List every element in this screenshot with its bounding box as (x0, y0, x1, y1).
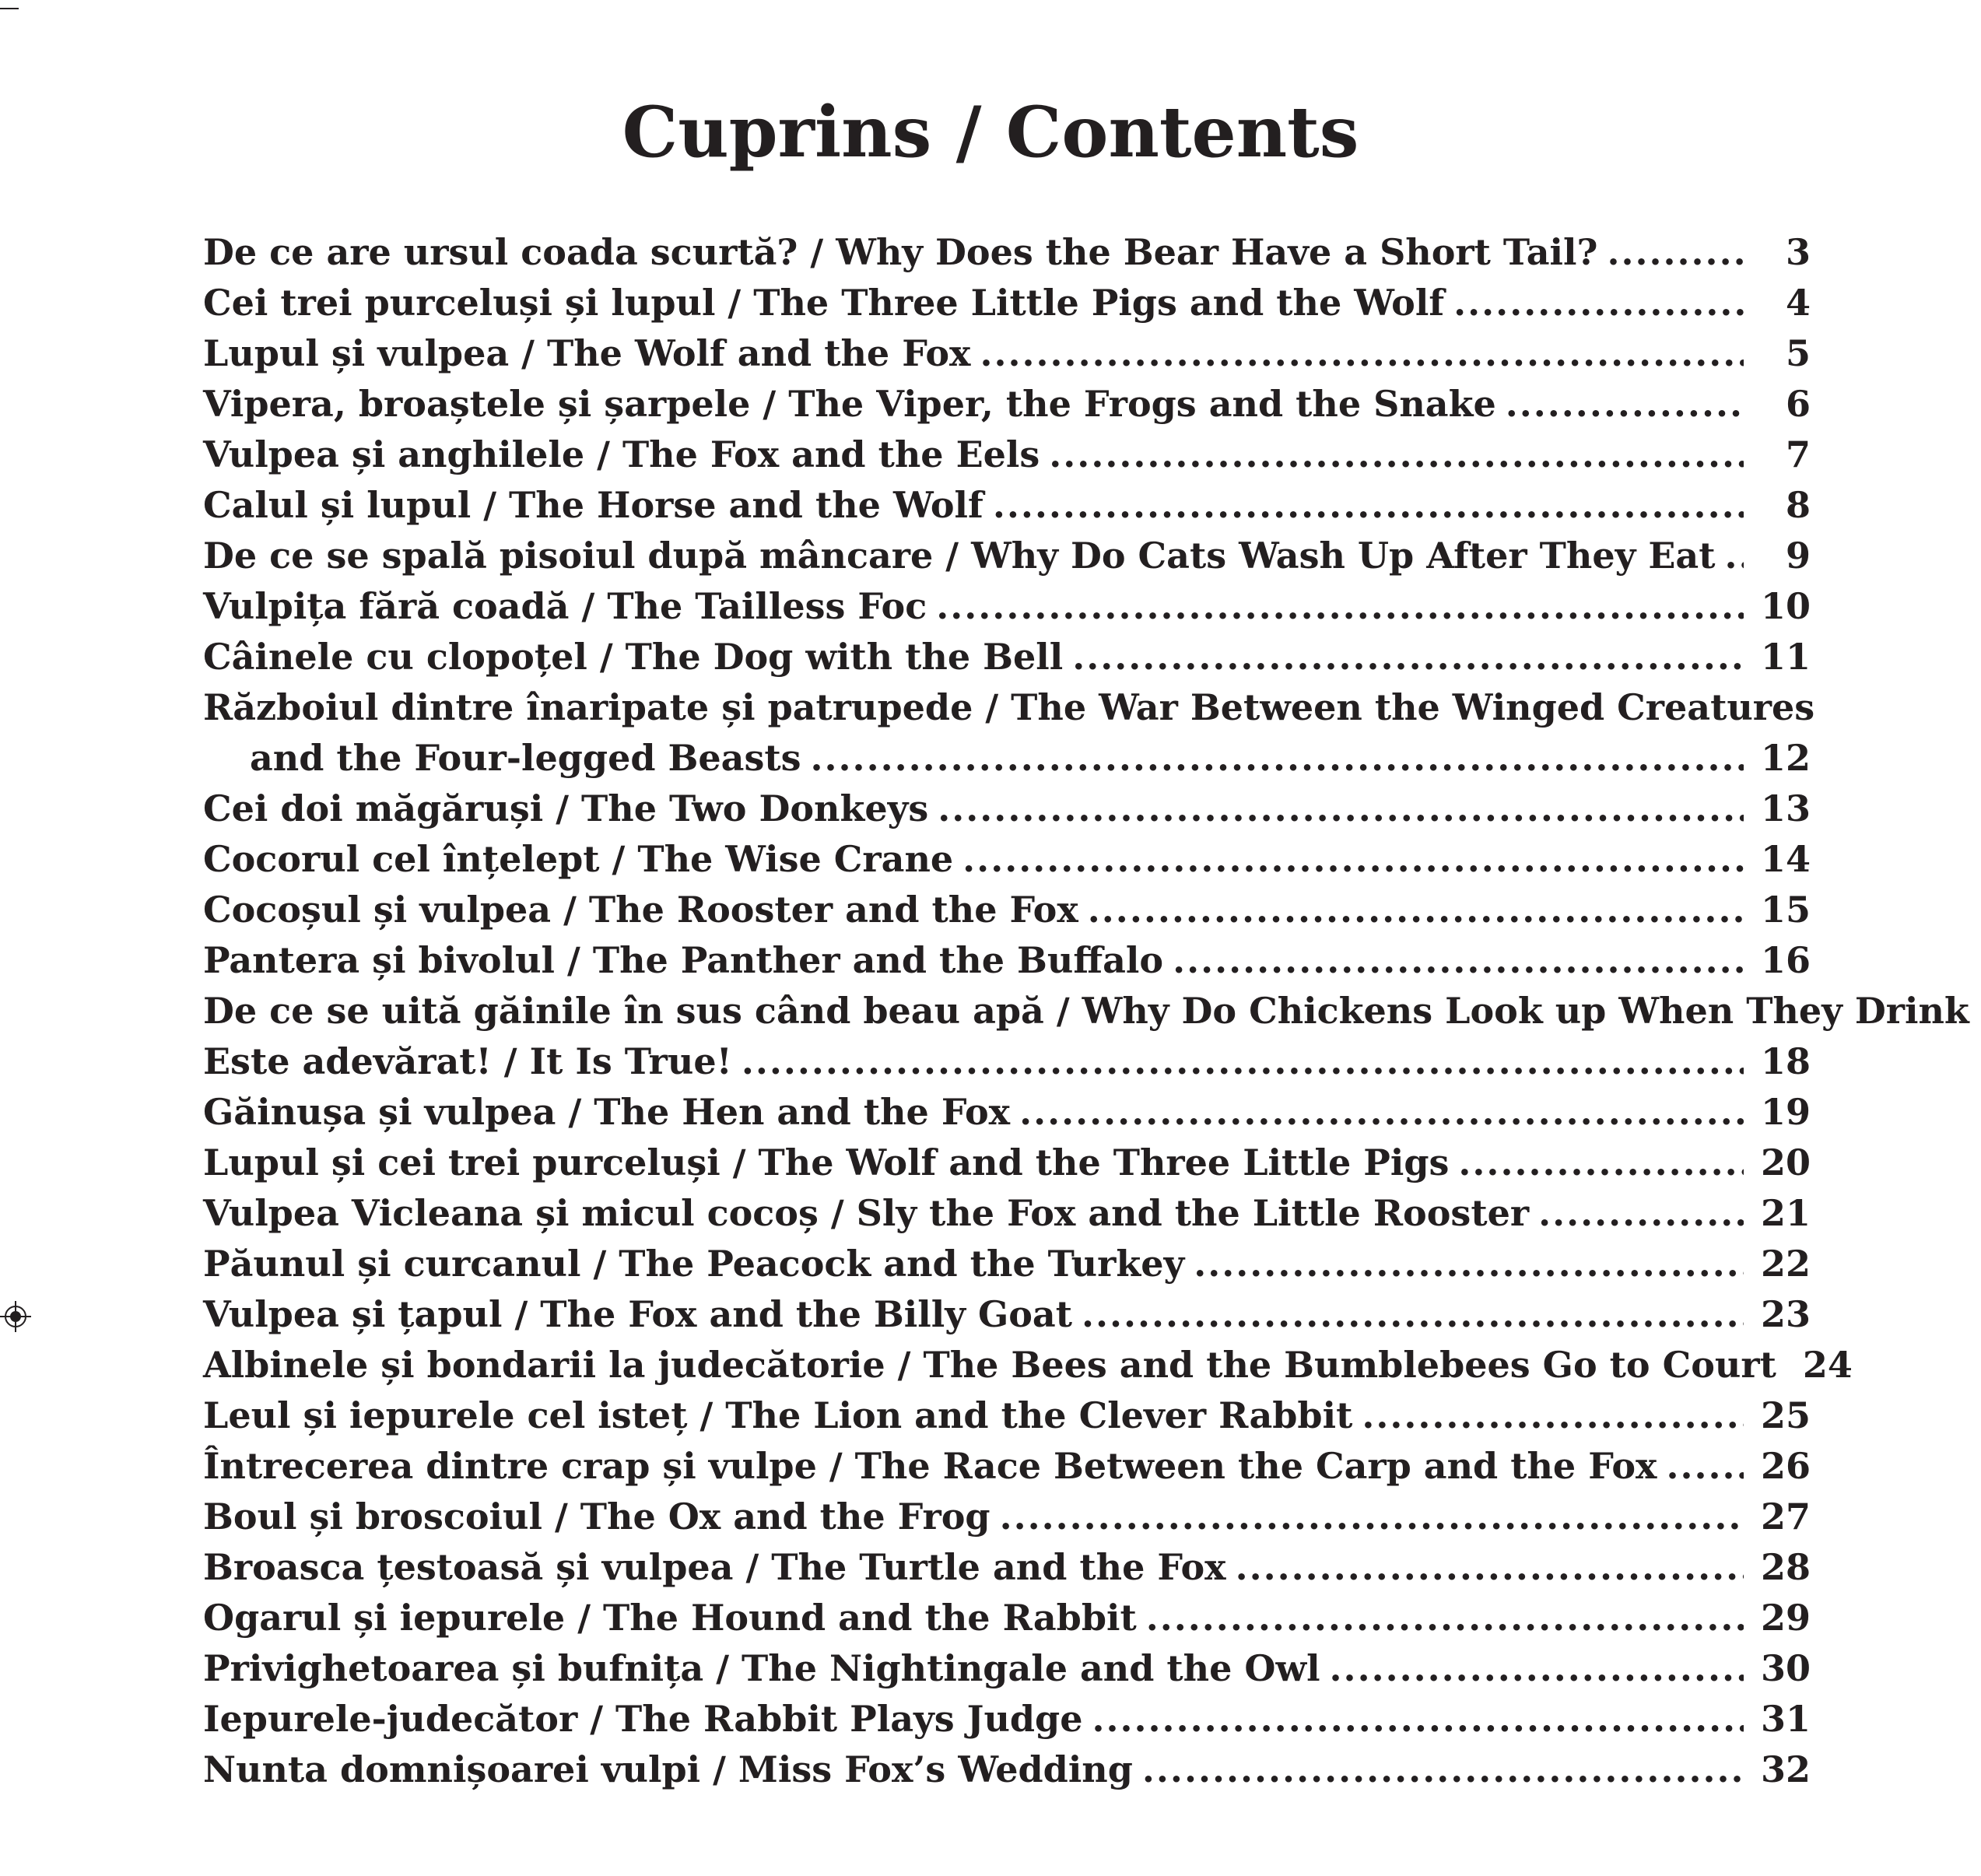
entry-title: Cocorul cel înțelept / The Wise Crane (203, 838, 954, 880)
toc-entry[interactable] (203, 278, 1811, 328)
page-number: 10 (1760, 585, 1811, 627)
entry-title: Vulpea și țapul / The Fox and the Billy Goat (203, 1293, 1072, 1335)
toc-entry[interactable] (203, 885, 1811, 935)
entry-title: Lupul și vulpea / The Wolf and the Fox (203, 332, 971, 374)
entry-title: Ogarul și iepurele / The Hound and the Rabbit (203, 1597, 1137, 1639)
leader-dots (1194, 1239, 1744, 1289)
entry-title: Vulpea și anghilele / The Fox and the Eels (203, 433, 1040, 475)
page-number: 3 (1785, 231, 1811, 273)
leader-dots (1000, 1492, 1744, 1542)
page-number: 12 (1760, 737, 1811, 779)
leader-dots (1538, 1188, 1744, 1239)
toc-entry[interactable] (203, 430, 1811, 480)
toc-entry[interactable] (203, 1340, 1853, 1390)
leader-dots (1506, 379, 1744, 430)
leader-dots (980, 328, 1744, 379)
entry-title: Nunta domnișoarei vulpi / Miss Fox’s Wedding (203, 1748, 1133, 1790)
page-number: 25 (1760, 1394, 1811, 1436)
entry-title: Cocoșul și vulpea / The Rooster and the Fox (203, 889, 1078, 931)
leader-dots (1142, 1745, 1744, 1795)
entry-title: De ce se uită găinile în sus când beau apă / Why Do Chickens Look up When They Drink (203, 990, 1969, 1032)
toc-entry[interactable] (203, 227, 1811, 278)
page-number: 9 (1785, 535, 1811, 577)
entry-title: Cei doi măgăruși / The Two Donkeys (203, 787, 929, 829)
leader-dots (1453, 278, 1744, 328)
entry-title: Vipera, broaștele și șarpele / The Viper, the Frogs and the Snake (203, 383, 1496, 425)
leader-dots (1092, 1694, 1744, 1745)
page-title: Cuprins / Contents (622, 91, 1359, 174)
toc-entry[interactable] (203, 581, 1811, 632)
leader-dots (1362, 1390, 1744, 1441)
page-number: 20 (1760, 1141, 1811, 1183)
page-number: 6 (1785, 383, 1811, 425)
entry-title: Este adevărat! / It Is True! (203, 1040, 732, 1082)
leader-dots (1666, 1441, 1744, 1492)
page-number: 18 (1760, 1040, 1811, 1082)
crop-mark (0, 8, 19, 9)
entry-title: Iepurele-judecător / The Rabbit Plays Judge (203, 1698, 1083, 1740)
entry-title: Lupul și cei trei purceluși / The Wolf and the Three Little Pigs (203, 1141, 1450, 1183)
toc-entry[interactable] (203, 1542, 1811, 1593)
leader-dots (1458, 1138, 1744, 1188)
page-number: 5 (1785, 332, 1811, 374)
leader-dots (1607, 227, 1744, 278)
page-number: 30 (1760, 1647, 1811, 1689)
entry-title: Leul și iepurele cel isteț / The Lion and the Clever Rabbit (203, 1394, 1353, 1436)
toc-entry[interactable] (203, 1138, 1811, 1188)
entry-title: Vulpea Vicleana și micul cocoș / Sly the Fox and the Little Rooster (203, 1192, 1530, 1234)
leader-dots (1236, 1542, 1744, 1593)
leader-dots (1173, 935, 1744, 986)
leader-dots (1724, 531, 1744, 581)
toc-entry[interactable] (203, 1745, 1811, 1795)
entry-title: Albinele și bondarii la judecătorie / The Bees and the Bumblebees Go to Court (203, 1344, 1776, 1386)
toc-entry[interactable] (203, 986, 1969, 1036)
leader-dots (993, 480, 1744, 531)
toc-entry[interactable] (203, 531, 1811, 581)
toc-entry[interactable] (203, 1441, 1811, 1492)
leader-dots (742, 1036, 1744, 1087)
page-number: 15 (1760, 889, 1811, 931)
page-number: 32 (1760, 1748, 1811, 1790)
leader-dots (1082, 1289, 1744, 1340)
leader-dots (936, 581, 1744, 632)
page-number: 11 (1760, 636, 1811, 678)
toc-entry-line2[interactable] (203, 733, 1811, 784)
toc-entry[interactable] (203, 1390, 1811, 1441)
page-number: 31 (1760, 1698, 1811, 1740)
entry-title: Întrecerea dintre crap și vulpe / The Race Between the Carp and the Fox (203, 1445, 1657, 1487)
table-of-contents (203, 227, 1969, 1795)
page-number: 21 (1760, 1192, 1811, 1234)
entry-title-continued: and the Four-legged Beasts (250, 737, 801, 779)
toc-entry[interactable] (203, 784, 1811, 834)
entry-title: Boul și broscoiul / The Ox and the Frog (203, 1496, 990, 1538)
registration-mark-icon (0, 1301, 31, 1332)
toc-entry[interactable] (203, 1593, 1811, 1643)
page-number: 29 (1760, 1597, 1811, 1639)
leader-dots (1049, 430, 1744, 480)
page-number: 26 (1760, 1445, 1811, 1487)
entry-title: Pantera și bivolul / The Panther and the Buffalo (203, 939, 1164, 981)
entry-title: Găinușa și vulpea / The Hen and the Fox (203, 1091, 1011, 1133)
entry-title: De ce se spală pisoiul după mâncare / Why Do Cats Wash Up After They Eat (203, 535, 1716, 577)
toc-entry[interactable] (203, 1289, 1811, 1340)
toc-entry[interactable] (203, 480, 1811, 531)
page-number: 13 (1760, 787, 1811, 829)
page-number: 16 (1760, 939, 1811, 981)
page-number: 28 (1760, 1546, 1811, 1588)
entry-title: Vulpița fără coadă / The Tailless Foc (203, 585, 927, 627)
page-number: 8 (1785, 484, 1811, 526)
entry-title: Războiul dintre înaripate și patrupede / The War Between the Winged Creatures (203, 686, 1815, 728)
leader-dots (1088, 885, 1744, 935)
leader-dots (962, 834, 1744, 885)
toc-entry[interactable] (203, 834, 1811, 885)
toc-entry[interactable] (203, 935, 1811, 986)
toc-entry[interactable] (203, 1492, 1811, 1542)
toc-entry-line1[interactable] (203, 682, 1815, 733)
page-number: 27 (1760, 1496, 1811, 1538)
page-number: 24 (1802, 1344, 1853, 1386)
toc-entry[interactable] (203, 1188, 1811, 1239)
toc-entry[interactable] (203, 1643, 1811, 1694)
page-number: 4 (1785, 282, 1811, 324)
page-number: 14 (1760, 838, 1811, 880)
entry-title: Calul și lupul / The Horse and the Wolf (203, 484, 983, 526)
toc-entry[interactable] (203, 632, 1811, 682)
leader-dots (811, 733, 1744, 784)
leader-dots (1072, 632, 1744, 682)
toc-entry[interactable] (203, 328, 1811, 379)
toc-entry[interactable] (203, 1087, 1811, 1138)
page-number: 19 (1760, 1091, 1811, 1133)
page-number: 23 (1760, 1293, 1811, 1335)
entry-title: Păunul și curcanul / The Peacock and the Turkey (203, 1243, 1185, 1285)
toc-entry[interactable] (203, 1036, 1811, 1087)
page-number: 7 (1785, 433, 1811, 475)
entry-title: Privighetoarea și bufnița / The Nightingale and the Owl (203, 1647, 1320, 1689)
entry-title: Cei trei purceluși și lupul / The Three Little Pigs and the Wolf (203, 282, 1445, 324)
entry-title: Broasca țestoasă și vulpea / The Turtle and the Fox (203, 1546, 1226, 1588)
entry-title: De ce are ursul coada scurtă? / Why Does the Bear Have a Short Tail? (203, 231, 1598, 273)
page-number: 22 (1760, 1243, 1811, 1285)
entry-title: Câinele cu clopoțel / The Dog with the Bell (203, 636, 1064, 678)
leader-dots (1146, 1593, 1744, 1643)
toc-entry[interactable] (203, 1694, 1811, 1745)
toc-entry[interactable] (203, 379, 1811, 430)
toc-entry[interactable] (203, 1239, 1811, 1289)
leader-dots (1019, 1087, 1744, 1138)
leader-dots (1330, 1643, 1744, 1694)
leader-dots (938, 784, 1744, 834)
